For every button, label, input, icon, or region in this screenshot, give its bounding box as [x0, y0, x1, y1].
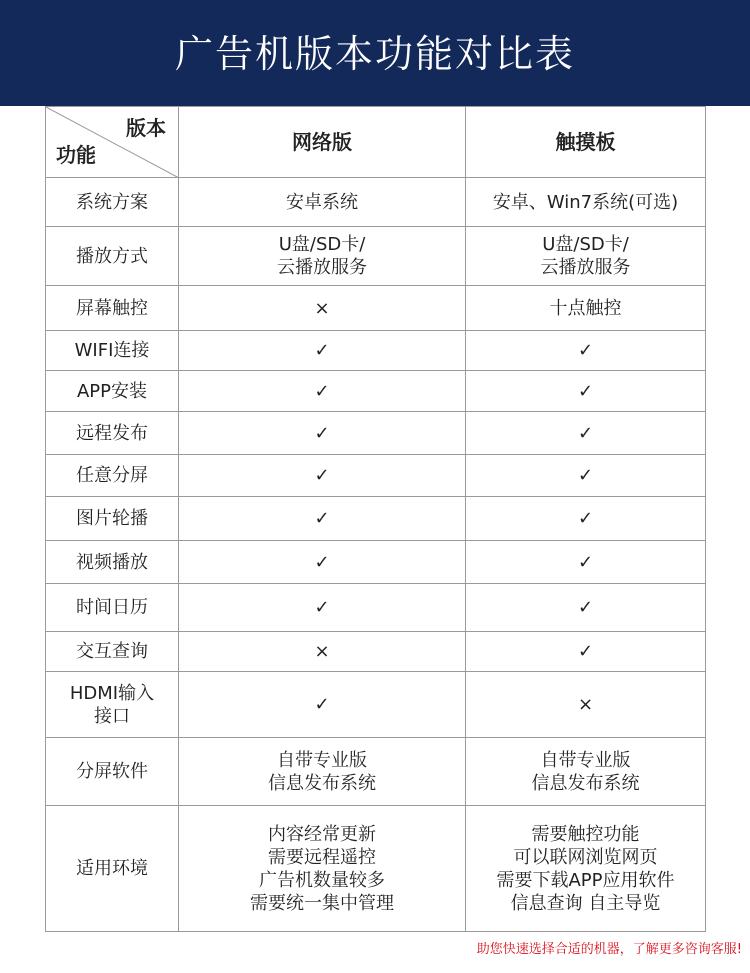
- network-value-cell: ✓: [179, 584, 466, 632]
- table-row: [46, 806, 706, 932]
- feature-cell: WIFI连接: [46, 331, 179, 371]
- touch-value-cell: 十点触控: [466, 286, 706, 331]
- network-value-cell: ✓: [179, 455, 466, 497]
- network-value-cell: 安卓系统: [179, 178, 466, 227]
- touch-value-cell: ✓: [466, 584, 706, 632]
- table-row: [46, 286, 706, 331]
- feature-cell: 图片轮播: [46, 497, 179, 541]
- touch-value-cell: ✓: [466, 455, 706, 497]
- feature-cell: 视频播放: [46, 541, 179, 584]
- network-value-cell: ✓: [179, 672, 466, 738]
- touch-value-cell: 需要触控功能 可以联网浏览网页 需要下载APP应用软件 信息查询 自主导览: [466, 806, 706, 932]
- corner-version-label: 版本: [126, 116, 166, 140]
- feature-cell: 系统方案: [46, 178, 179, 227]
- corner-feature-label: 功能: [56, 143, 96, 167]
- feature-cell: 交互查询: [46, 632, 179, 672]
- table-row: [46, 541, 706, 584]
- column-header-touch: 触摸板: [466, 107, 706, 178]
- table-row: [46, 672, 706, 738]
- feature-cell: 适用环境: [46, 806, 179, 932]
- table-row: [46, 455, 706, 497]
- network-value-cell: 自带专业版 信息发布系统: [179, 738, 466, 806]
- table-row: [46, 738, 706, 806]
- title-banner: [0, 0, 750, 106]
- feature-cell: 时间日历: [46, 584, 179, 632]
- footer-note: 助您快速选择合适的机器，了解更多咨询客服!: [476, 942, 742, 957]
- touch-value-cell: ✓: [466, 541, 706, 584]
- touch-value-cell: ✓: [466, 412, 706, 455]
- network-value-cell: ✓: [179, 541, 466, 584]
- network-value-cell: ×: [179, 632, 466, 672]
- table-row: [46, 584, 706, 632]
- feature-cell: 屏幕触控: [46, 286, 179, 331]
- comparison-table: [45, 106, 706, 932]
- table-row: [46, 178, 706, 227]
- touch-value-cell: ✓: [466, 331, 706, 371]
- table-row: [46, 371, 706, 412]
- feature-cell: 播放方式: [46, 227, 179, 286]
- touch-value-cell: ✓: [466, 632, 706, 672]
- feature-cell: APP安装: [46, 371, 179, 412]
- table-row: [46, 331, 706, 371]
- table-row: [46, 497, 706, 541]
- network-value-cell: ✓: [179, 412, 466, 455]
- feature-cell: 任意分屏: [46, 455, 179, 497]
- touch-value-cell: ×: [466, 672, 706, 738]
- table-row: [46, 632, 706, 672]
- feature-cell: 分屏软件: [46, 738, 179, 806]
- table-row: [46, 227, 706, 286]
- table-row: [46, 412, 706, 455]
- touch-value-cell: U盘/SD卡/ 云播放服务: [466, 227, 706, 286]
- touch-value-cell: ✓: [466, 371, 706, 412]
- feature-cell: HDMI输入 接口: [46, 672, 179, 738]
- network-value-cell: ✓: [179, 497, 466, 541]
- touch-value-cell: ✓: [466, 497, 706, 541]
- column-header-network: 网络版: [179, 107, 466, 178]
- page-title: 广告机版本功能对比表: [174, 31, 575, 76]
- feature-cell: 远程发布: [46, 412, 179, 455]
- network-value-cell: ×: [179, 286, 466, 331]
- touch-value-cell: 自带专业版 信息发布系统: [466, 738, 706, 806]
- corner-header-cell: [46, 107, 179, 178]
- network-value-cell: ✓: [179, 371, 466, 412]
- network-value-cell: 内容经常更新 需要远程遥控 广告机数量较多 需要统一集中管理: [179, 806, 466, 932]
- touch-value-cell: 安卓、Win7系统(可选): [466, 178, 706, 227]
- network-value-cell: ✓: [179, 331, 466, 371]
- network-value-cell: U盘/SD卡/ 云播放服务: [179, 227, 466, 286]
- table-header-row: [46, 107, 706, 178]
